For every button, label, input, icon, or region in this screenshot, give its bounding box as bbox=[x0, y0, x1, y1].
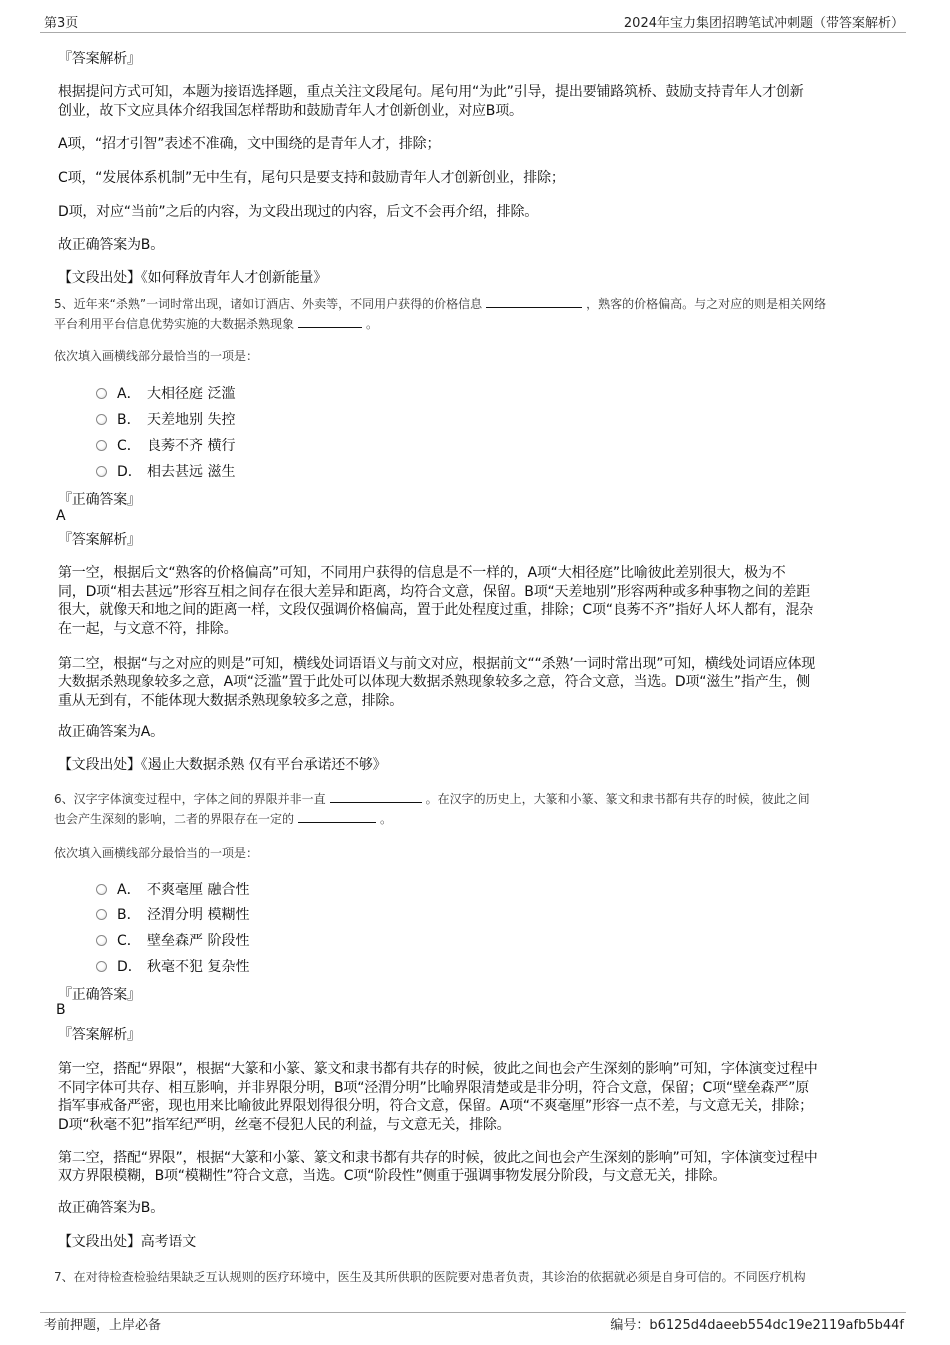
question-7-line: 7、在对待检查检验结果缺乏互认规则的医疗环境中，医生及其所供职的医院要对患者负责，其诊治的依据就必须是自身可信的。不同医疗机构 bbox=[54, 1270, 806, 1284]
header-divider bbox=[40, 32, 906, 33]
analysis-line: 在一起，与文意不符，排除。 bbox=[58, 621, 238, 637]
blank-1 bbox=[330, 790, 422, 803]
option-text: 秋毫不犯 复杂性 bbox=[147, 959, 250, 975]
option-letter: B． bbox=[117, 907, 141, 923]
q-text: 。在汉字的历史上，大篆和小篆、篆文和隶书都有共存的时候，彼此之间 bbox=[425, 792, 810, 806]
conclusion: 故正确答案为A。 bbox=[58, 724, 164, 740]
option-a[interactable] bbox=[96, 383, 235, 403]
option-text: 良莠不齐 横行 bbox=[147, 438, 236, 454]
analysis-line: D项“秋毫不犯”指军纪严明，丝毫不侵犯人民的利益，与文意无关，排除。 bbox=[58, 1117, 511, 1133]
analysis-line: 双方界限模糊，B项“模糊性”符合文意，当选。C项“阶段性”侧重于强调事物发展分阶段，与文意无关，排除。 bbox=[58, 1168, 727, 1184]
q-text: 平台利用平台信息优势实施的大数据杀熟现象 bbox=[54, 317, 295, 331]
radio-icon[interactable] bbox=[96, 414, 107, 425]
option-text: 大相径庭 泛滥 bbox=[147, 386, 236, 402]
analysis-label: 『答案解析』 bbox=[58, 51, 141, 67]
q-text: 也会产生深刻的影响，二者的界限存在一定的 bbox=[54, 812, 295, 826]
option-d[interactable] bbox=[96, 956, 249, 976]
analysis-line: 第二空，搭配“界限”，根据“大篆和小篆、篆文和隶书都有共存的时候，彼此之间也会产生深刻的影响”可知，字体演变过程中 bbox=[58, 1150, 818, 1166]
q-text: 6、汉字字体演变过程中，字体之间的界限并非一直 bbox=[54, 792, 326, 806]
radio-icon[interactable] bbox=[96, 388, 107, 399]
blank-2 bbox=[298, 810, 376, 823]
option-letter: A． bbox=[117, 386, 141, 402]
question-5-line bbox=[54, 315, 378, 332]
analysis-line: 很大，就像天和地之间的距离一样，文段仅强调价格偏高，置于此处程度过重，排除；C项“良莠不齐”指好人坏人都有，混杂 bbox=[58, 602, 814, 618]
source: 【文段出处】《如何释放青年人才创新能量》 bbox=[58, 270, 327, 286]
option-letter: B． bbox=[117, 412, 141, 428]
question-6-line bbox=[54, 790, 810, 807]
radio-icon[interactable] bbox=[96, 884, 107, 895]
analysis-line: 第一空，根据后文“熟客的价格偏高”可知，不同用户获得的信息是不一样的，A项“大相径庭”比喻彼此差别很大，极为不 bbox=[58, 565, 786, 581]
conclusion: 故正确答案为B。 bbox=[58, 1200, 165, 1216]
document-title: 2024年宝力集团招聘笔试冲刺题（带答案解析） bbox=[623, 16, 904, 31]
option-a[interactable] bbox=[96, 879, 249, 899]
radio-icon[interactable] bbox=[96, 466, 107, 477]
option-text: 壁垒森严 阶段性 bbox=[147, 933, 250, 949]
analysis-line: 重从无到有，不能体现大数据杀熟现象较多之意，排除。 bbox=[58, 693, 403, 709]
analysis-line: 创业，故下文应具体介绍我国怎样帮助和鼓励青年人才创新创业，对应B项。 bbox=[58, 103, 523, 119]
blank-2 bbox=[298, 315, 362, 328]
option-b[interactable] bbox=[96, 409, 235, 429]
question-5-line bbox=[54, 295, 826, 312]
analysis-line: 指军事戒备严密，现也用来比喻彼此界限划得很分明，符合文意，保留。A项“不爽毫厘”形容一点不差，与文意无关，排除； bbox=[58, 1098, 813, 1114]
document-code: 编号：b6125d4daeeb554dc19e2119afb5b44f bbox=[610, 1318, 904, 1333]
correct-answer: A bbox=[56, 508, 66, 524]
analysis-line: 不同字体可共存、相互影响，并非界限分明，B项“泾渭分明”比喻界限清楚或是非分明，符合文意，保留；C项“壁垒森严”原 bbox=[58, 1080, 809, 1096]
option-letter: D． bbox=[117, 959, 142, 975]
answer-label: 『正确答案』 bbox=[58, 987, 141, 1003]
analysis-line: 第二空，根据“与之对应的则是”可知，横线处词语语义与前文对应，根据前文““杀熟’一词时常出现”可知，横线处词语应体现 bbox=[58, 656, 816, 672]
radio-icon[interactable] bbox=[96, 440, 107, 451]
question-6-line bbox=[54, 810, 392, 827]
option-text: 相去甚远 滋生 bbox=[147, 464, 236, 480]
option-d-analysis: D项，对应“当前”之后的内容，为文段出现过的内容，后文不会再介绍，排除。 bbox=[58, 204, 539, 220]
option-text: 泾渭分明 模糊性 bbox=[147, 907, 250, 923]
footer-slogan: 考前押题，上岸必备 bbox=[44, 1318, 162, 1333]
option-c-analysis: C项，“发展体系机制”无中生有，尾句只是要支持和鼓励青年人才创新创业，排除； bbox=[58, 170, 565, 186]
question-prompt: 依次填入画横线部分最恰当的一项是： bbox=[54, 846, 259, 860]
q-text: 。 bbox=[366, 317, 379, 331]
question-prompt: 依次填入画横线部分最恰当的一项是： bbox=[54, 349, 259, 363]
blank-1 bbox=[486, 295, 582, 308]
q-text: 5、近年来“杀熟”一词时常出现，诸如订酒店、外卖等，不同用户获得的价格信息 bbox=[54, 297, 483, 311]
analysis-label: 『答案解析』 bbox=[58, 532, 141, 548]
page-number: 第3页 bbox=[44, 16, 79, 31]
radio-icon[interactable] bbox=[96, 961, 107, 972]
analysis-label: 『答案解析』 bbox=[58, 1027, 141, 1043]
option-letter: D． bbox=[117, 464, 142, 480]
answer-label: 『正确答案』 bbox=[58, 492, 141, 508]
source: 【文段出处】高考语文 bbox=[58, 1234, 196, 1250]
conclusion: 故正确答案为B。 bbox=[58, 237, 165, 253]
analysis-line: 根据提问方式可知，本题为接语选择题，重点关注文段尾句。尾句用“为此”引导，提出要铺路筑桥、鼓励支持青年人才创新 bbox=[58, 84, 804, 100]
footer-divider bbox=[40, 1312, 906, 1313]
radio-icon[interactable] bbox=[96, 935, 107, 946]
analysis-line: 第一空，搭配“界限”，根据“大篆和小篆、篆文和隶书都有共存的时候，彼此之间也会产生深刻的影响”可知，字体演变过程中 bbox=[58, 1061, 818, 1077]
analysis-line: 大数据杀熟现象较多之意，A项“泛滥”置于此处可以体现大数据杀熟现象较多之意，符合文意，当选。D项“滋生”指产生，侧 bbox=[58, 674, 810, 690]
option-a-analysis: A项，“招才引智”表述不准确，文中围绕的是青年人才，排除； bbox=[58, 136, 441, 152]
q-text: 。 bbox=[380, 812, 393, 826]
option-c[interactable] bbox=[96, 930, 249, 950]
option-text: 不爽毫厘 融合性 bbox=[147, 882, 250, 898]
analysis-line: 同，D项“相去甚远”形容互相之间存在很大差异和距离，均符合文意，保留。B项“天差地别”形容两种或多种事物之间的差距 bbox=[58, 584, 810, 600]
option-d[interactable] bbox=[96, 461, 235, 481]
option-c[interactable] bbox=[96, 435, 235, 455]
radio-icon[interactable] bbox=[96, 909, 107, 920]
option-text: 天差地别 失控 bbox=[147, 412, 236, 428]
source: 【文段出处】《遏止大数据杀熟 仅有平台承诺还不够》 bbox=[58, 757, 387, 773]
q-text: ，熟客的价格偏高。与之对应的则是相关网络 bbox=[586, 297, 827, 311]
correct-answer: B bbox=[56, 1002, 66, 1018]
option-b[interactable] bbox=[96, 904, 249, 924]
option-letter: A． bbox=[117, 882, 141, 898]
option-letter: C． bbox=[117, 933, 141, 949]
option-letter: C． bbox=[117, 438, 141, 454]
